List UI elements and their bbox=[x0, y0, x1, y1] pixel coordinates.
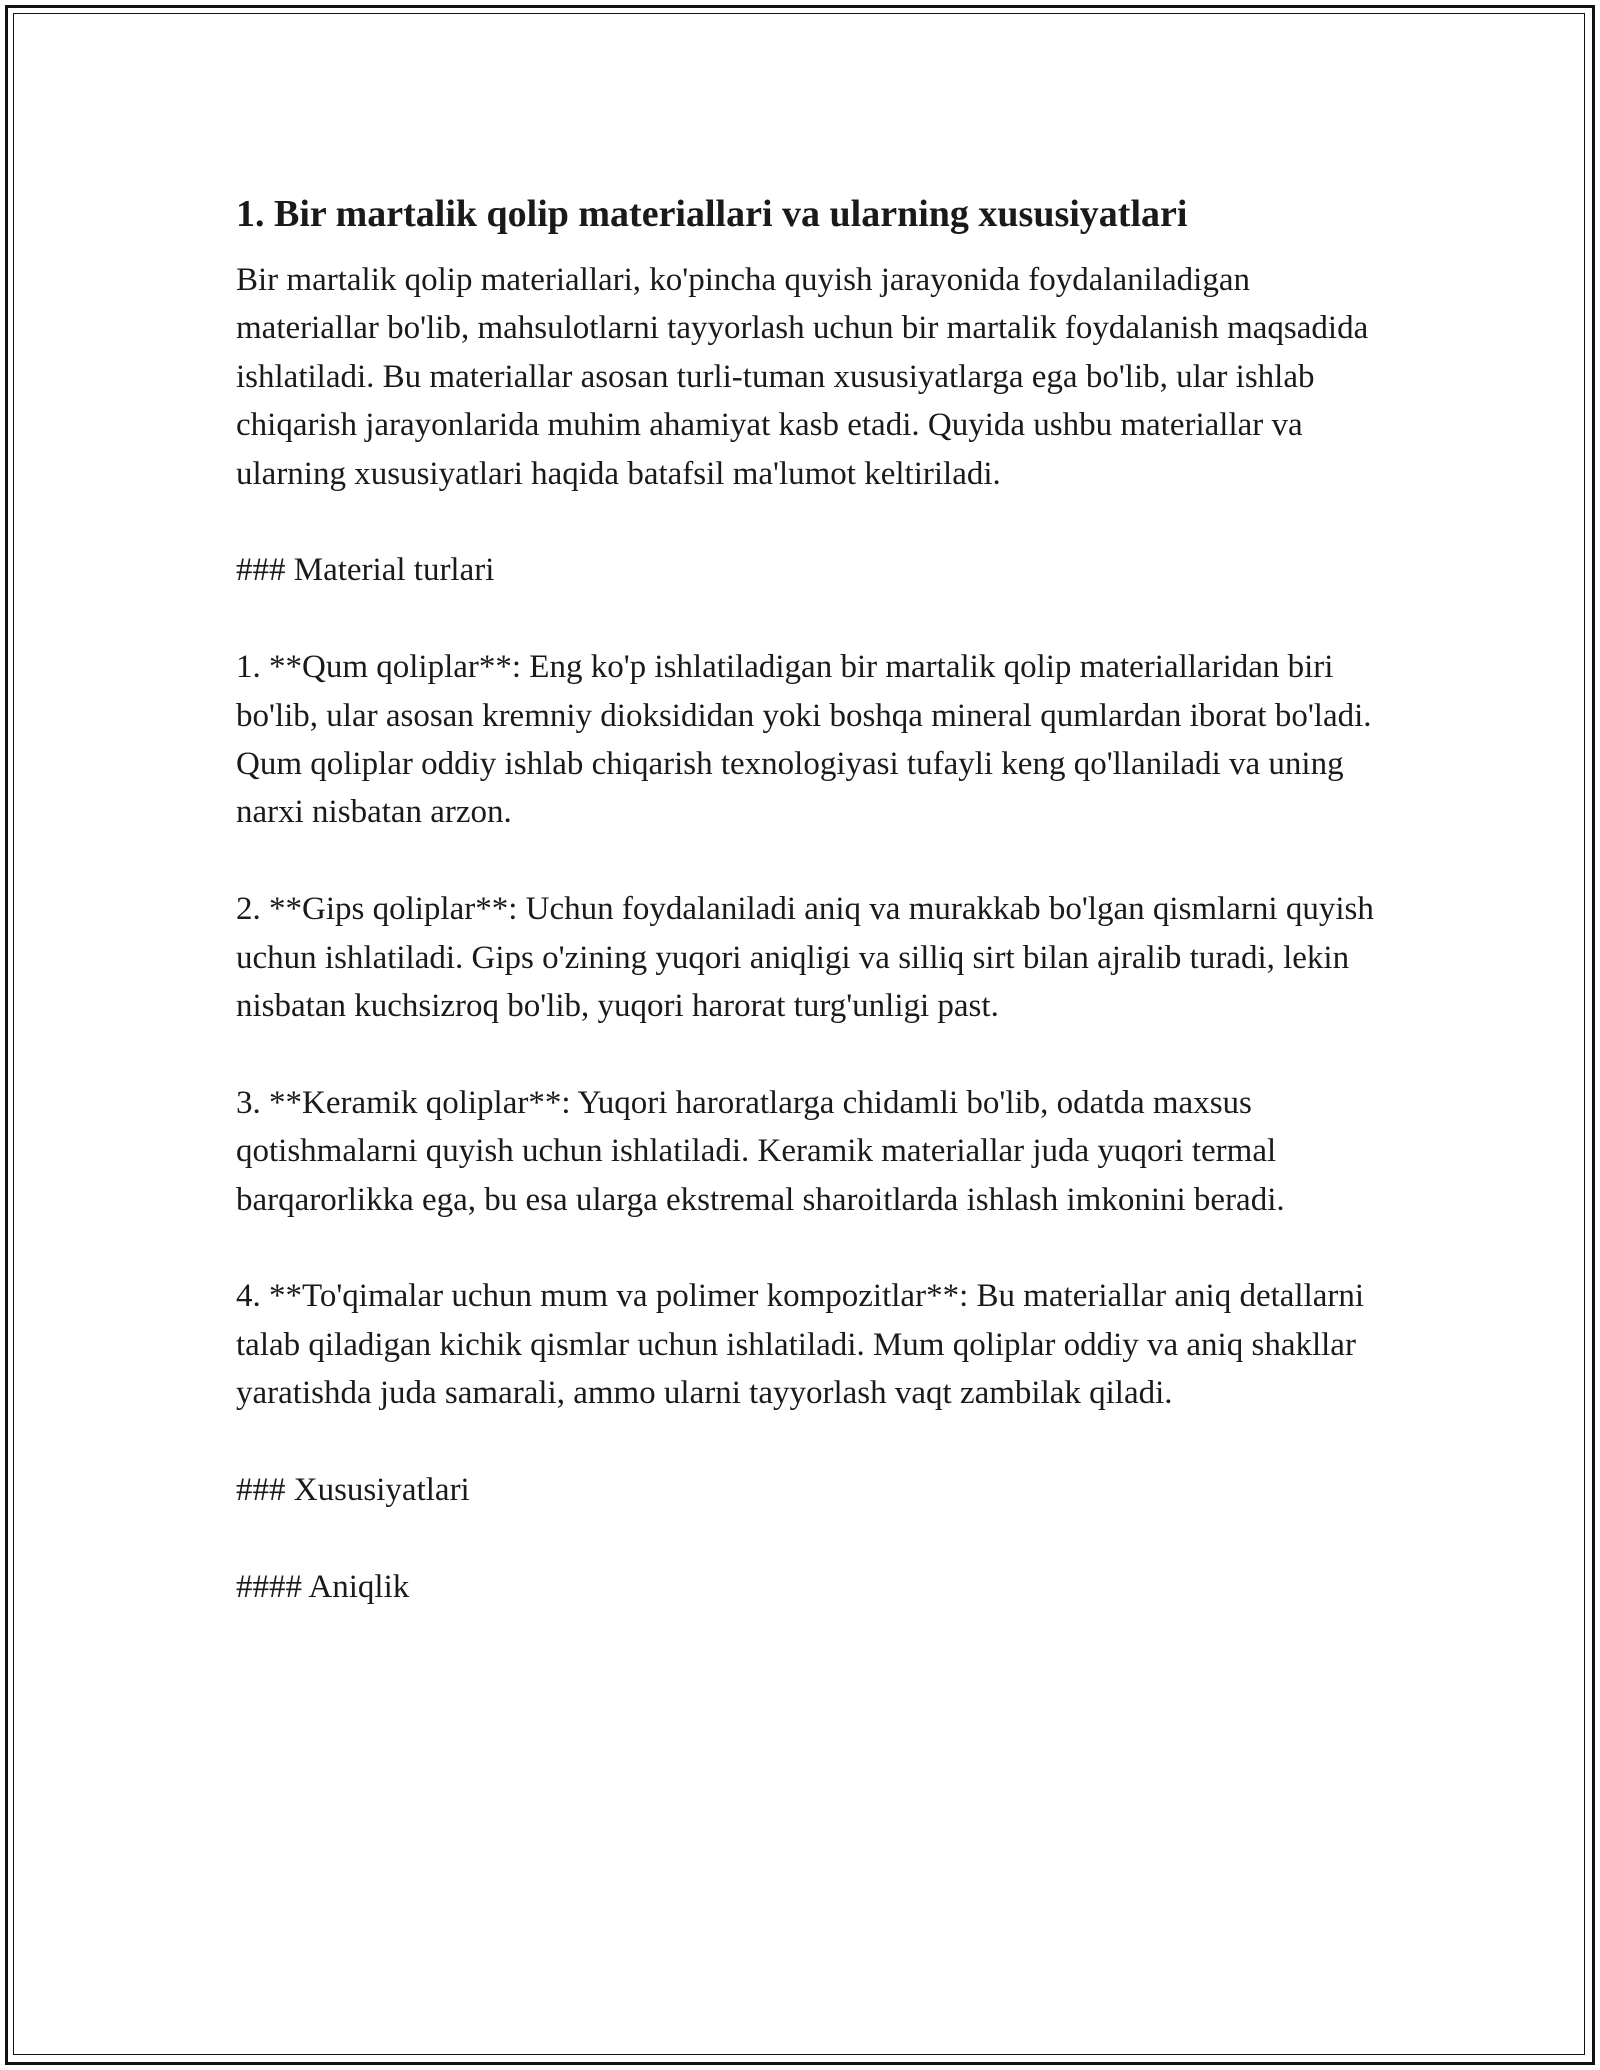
list-item-mum-polimer: 4. **To'qimalar uchun mum va polimer kompozitlar**: Bu materiallar aniq detallarni talab qiladigan kichik qismlar uchun ishlatiladi. Mum qoliplar oddiy va aniq shakllar yaratishda juda samarali, ammo ularni tayyorlash vaqt zambilak qiladi. bbox=[236, 1278, 1365, 1412]
subsection-heading-aniqlik: #### Aniqlik bbox=[236, 1568, 410, 1605]
intro-paragraph: Bir martalik qolip materiallari, ko'pincha quyish jarayonida foydalaniladigan materiallar bo'lib, mahsulotlarni tayyorlash uchun bir martalik foydalanish maqsadida ishlatiladi. Bu materiallar asosan turli-tuman xususiyatlarga ega bo'lib, ular ishlab chiqarish jarayonlarida muhim ahamiyat kasb etadi. Quyida ushbu materiallar va ularning xususiyatlari haqida batafsil ma'lumot keltiriladi. bbox=[236, 262, 1369, 492]
list-item-qum-qoliplar: 1. **Qum qoliplar**: Eng ko'p ishlatiladigan bir martalik qolip materiallaridan biri bo'lib, ular asosan kremniy dioksididan yoki boshqa mineral qumlardan iborat bo'ladi. Qum qoliplar oddiy ishlab chiqarish texnologiyasi tufayli keng qo'llaniladi va uning narxi nisbatan arzon. bbox=[236, 649, 1372, 831]
document-title: 1. Bir martalik qolip materiallari va ularning xususiyatlari bbox=[236, 193, 1188, 235]
section-heading-xususiyatlari: ### Xususiyatlari bbox=[236, 1472, 470, 1509]
document-body bbox=[236, 186, 1376, 1611]
list-item-gips-qoliplar: 2. **Gips qoliplar**: Uchun foydalaniladi aniq va murakkab bo'lgan qismlarni quyish uchun ishlatiladi. Gips o'zining yuqori aniqligi va silliq sirt bilan ajralib turadi, lekin nisbatan kuchsizroq bo'lib, yuqori harorat turg'unligi past. bbox=[236, 891, 1374, 1025]
section-heading-material-turlari: ### Material turlari bbox=[236, 552, 495, 589]
list-item-keramik-qoliplar: 3. **Keramik qoliplar**: Yuqori haroratlarga chidamli bo'lib, odatda maxsus qotishmalarni quyish uchun ishlatiladi. Keramik materiallar juda yuqori termal barqarorlikka ega, bu esa ularga ekstremal sharoitlarda ishlash imkonini beradi. bbox=[236, 1084, 1285, 1218]
